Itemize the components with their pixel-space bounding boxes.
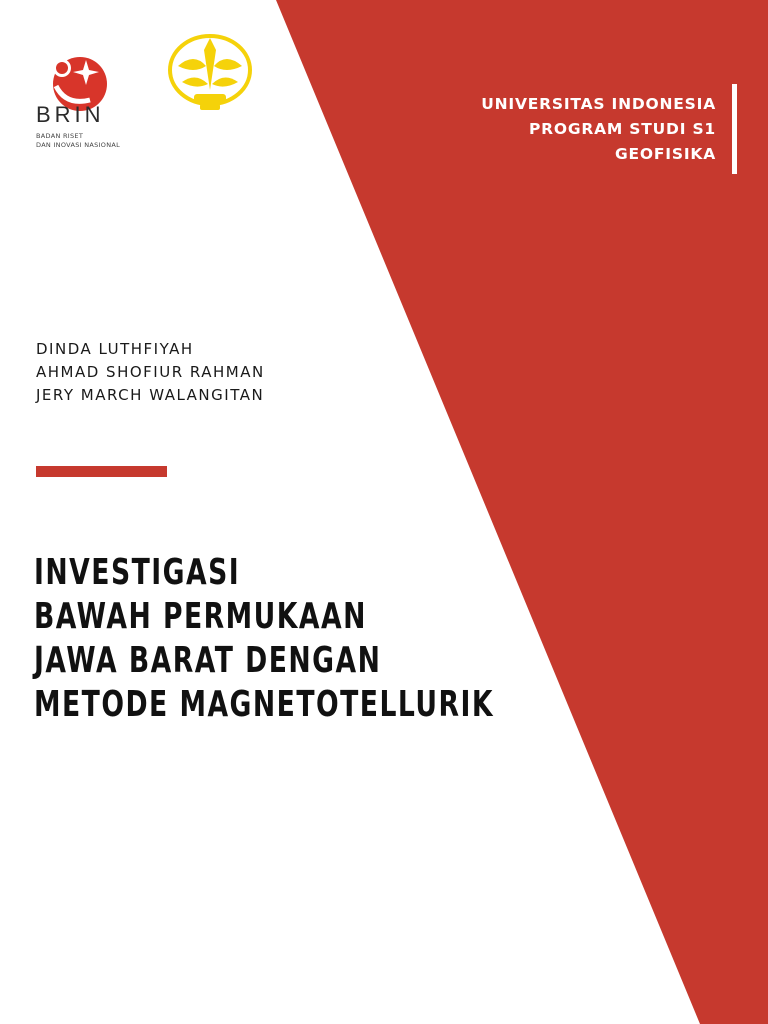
brin-wordmark: BRIN [36,102,105,127]
logo-group [36,28,276,158]
author-name: AHMAD SHOFIUR RAHMAN [36,363,265,381]
vertical-divider [732,84,737,174]
document-title [34,551,494,727]
title-line: METODE MAGNETOTELLURIK [34,684,495,725]
accent-divider [36,466,167,477]
author-name: DINDA LUTHFIYAH [36,340,194,358]
author-list [36,338,265,407]
author-name: JERY MARCH WALANGITAN [36,386,265,404]
university-name: UNIVERSITAS INDONESIA [481,95,716,113]
title-line: JAWA BARAT DENGAN [34,640,382,681]
brin-subtitle: BADAN RISET DAN INOVASI NASIONAL [36,132,121,149]
university-heading [481,92,716,167]
ui-emblem-icon [166,30,254,114]
title-line: BAWAH PERMUKAAN [34,596,367,637]
title-line: INVESTIGASI [34,552,241,593]
program-name: PROGRAM STUDI S1 [528,120,716,138]
department-name: GEOFISIKA [615,145,716,163]
